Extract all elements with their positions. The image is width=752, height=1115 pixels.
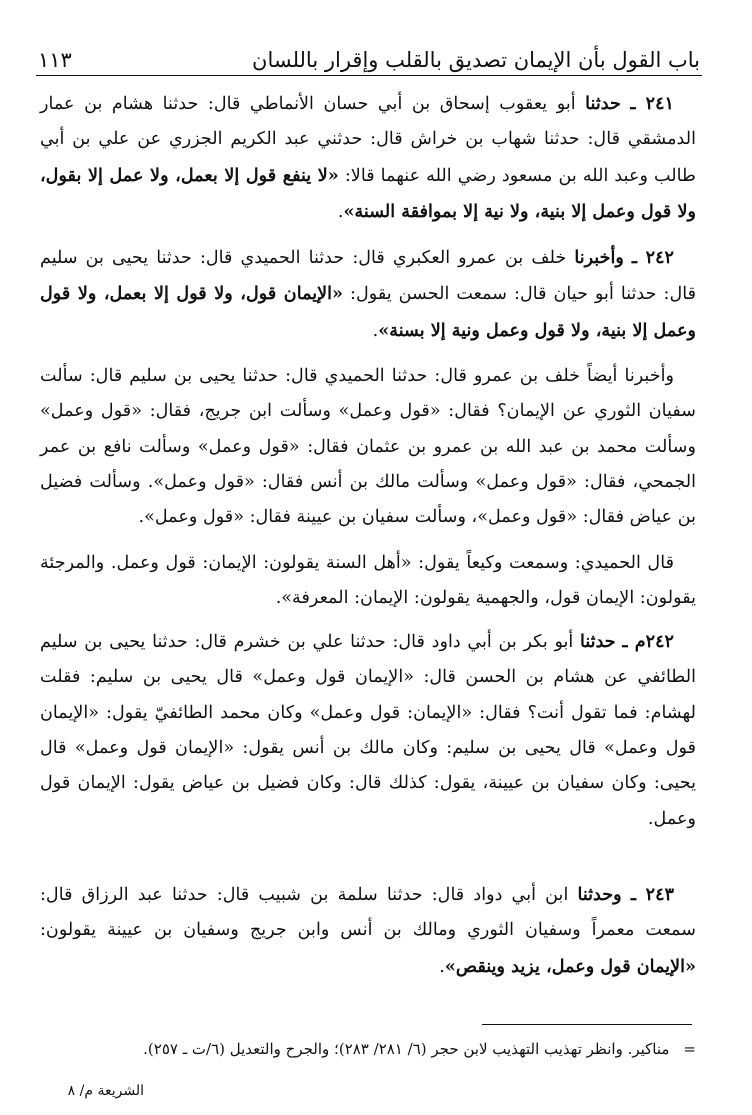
hadith-quote: «لا ينفع قول إلا بعمل، ولا عمل إلا بقول، ولا قول وعمل إلا بنية، ولا نية إلا بموافقة السنة» xyxy=(40,164,696,222)
paragraph-humaydi: قال الحميدي: وسمعت وكيعاً يقول: «أهل السنة يقولون: الإيمان: قول وعمل. والمرجئة يقولون: الإيمان قول، والجهمية يقولون: الإيمان: المعرفة». xyxy=(40,552,696,608)
hadith-tail: . xyxy=(337,201,344,222)
header-divider xyxy=(36,75,702,76)
footnote-marker: = xyxy=(683,1040,696,1058)
hadith-lead: حدثنا xyxy=(580,631,616,653)
footnote xyxy=(40,1038,696,1060)
hadith-242 xyxy=(40,240,696,349)
hadith-lead: وأخبرنا xyxy=(574,247,624,269)
hadith-number: ٢٤٢م ـ xyxy=(622,631,674,653)
hadith-243 xyxy=(40,877,696,985)
hadith-quote: «الإيمان قول، ولا قول إلا بعمل، ولا قول وعمل إلا بنية، ولا قول وعمل ونية إلا بسنة» xyxy=(40,283,696,341)
paragraph-khalaf: وأخبرنا أيضاً خلف بن عمرو قال: حدثنا الحميدي قال: حدثنا يحيى بن سليم قال: سألت سفيان الثوري عن الإيمان؟ فقال: «قول وعمل» وسألت ابن جريج، فقال: «قول وعمل» وسألت محمد بن عبد الله بن عمرو بن عثمان فقال: «قول وعمل» وسألت نافع بن عمر الجمحي، فقال: «قول وعمل» وسألت مالك بن أنس فقال: «قول وعمل». وسألت فضيل بن عياض فقال: «قول وعمل»، وسألت سفيان بن عيينة فقال: «قول وعمل». xyxy=(40,366,696,528)
printer-signature: الشريعة م/ ٨ xyxy=(67,1083,144,1099)
hadith-tail: . xyxy=(439,956,445,977)
hadith-242m xyxy=(40,624,696,837)
running-title: باب القول بأن الإيمان تصديق بالقلب وإقرار باللسان xyxy=(252,48,700,72)
hadith-241 xyxy=(40,86,696,230)
footnote-text: مناكير. وانظر تهذيب التهذيب لابن حجر (٦/ ٢٨١/ ٢٨٣)؛ والجرح والتعديل (٦/ت ـ ٢٥٧). xyxy=(143,1040,670,1058)
hadith-number: ٢٤٢ ـ xyxy=(631,247,675,269)
hadith-lead: وحدثنا xyxy=(577,883,622,905)
footnote-divider xyxy=(482,1024,692,1025)
hadith-lead: حدثنا xyxy=(585,93,621,114)
main-text xyxy=(40,86,696,995)
hadith-text: أبو بكر بن أبي داود قال: حدثنا علي بن خشرم قال: حدثنا يحيى بن سليم الطائفي عن هشام بن الحسن قال: «الإيمان قول وعمل» قال يحيى بن سليم: فقلت لهشام: فما تقول أنت؟ فقال: «الإيمان: قول وعمل» وكان محمد الطائفيّ يقول: «الإيمان قول وعمل» قال يحيى بن سليم: وكان مالك بن أنس يقول: «الإيمان قول وعمل» قال يحيى: وكان سفيان بن عيينة، يقول: كذلك قال: وكان فضيل بن عياض يقول: الإيمان قول وعمل. xyxy=(40,632,697,829)
page-number: ١١٣ xyxy=(38,48,72,72)
hadith-text: أبو يعقوب إسحاق بن أبي حسان الأنماطي قال: حدثنا هشام بن عمار الدمشقي قال: حدثنا شهاب بن خراش قال: حدثني عبد الكريم الجزري عن علي بن أبي طالب وعبد الله بن مسعود رضي الله عنهما قالا: xyxy=(40,94,697,186)
hadith-tail: . xyxy=(372,320,379,341)
hadith-text: ابن أبي دواد قال: حدثنا سلمة بن شبيب قال: حدثنا عبد الرزاق قال: سمعت معمراً وسفيان الثوري ومالك بن أنس وابن جريج وسفيان بن عيينة يقولون: xyxy=(40,884,696,941)
hadith-text: خلف بن عمرو العكبري قال: حدثنا الحميدي قال: حدثنا يحيى بن سليم قال: حدثنا أبو حيان قال: سمعت الحسن يقول: xyxy=(40,248,696,305)
hadith-number: ٢٤٣ ـ xyxy=(630,883,675,905)
running-header xyxy=(38,38,700,72)
hadith-number: ٢٤١ ـ xyxy=(630,93,674,114)
hadith-quote: «الإيمان قول وعمل، يزيد وينقص» xyxy=(444,955,696,977)
